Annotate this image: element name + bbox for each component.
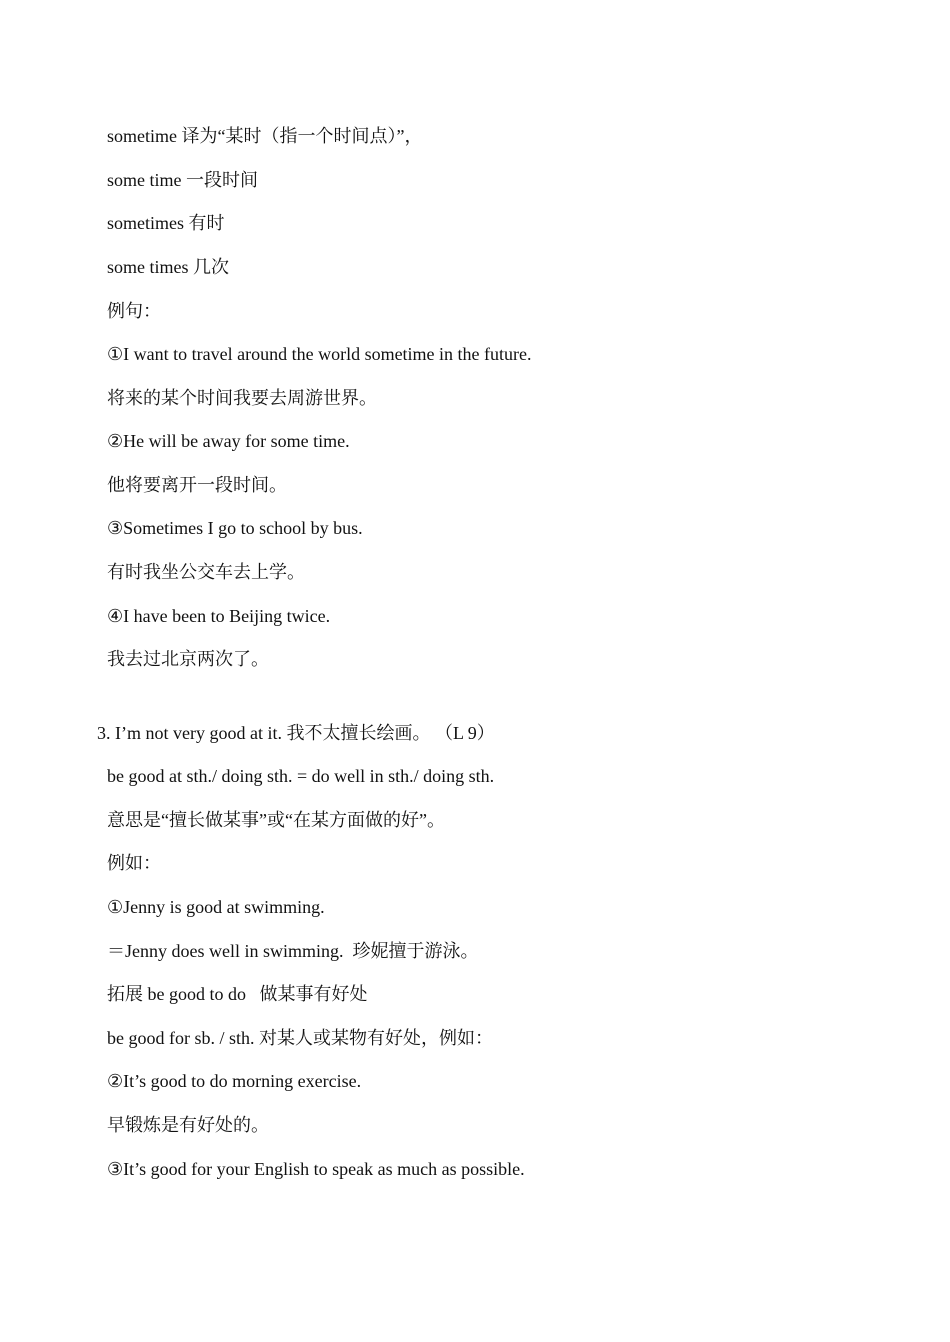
- definition-some-times: some times 几次: [107, 257, 229, 277]
- examples-label: 例如：: [107, 853, 161, 873]
- example-translation-3: 有时我坐公交车去上学。: [107, 562, 305, 582]
- examples-label: 例句：: [107, 301, 161, 321]
- extension-note: 拓展 be good to do 做某事有好处: [107, 984, 368, 1004]
- example-sentence-3: ③It’s good for your English to speak as much as possible.: [107, 1159, 525, 1179]
- definition-some-time: some time 一段时间: [107, 170, 258, 190]
- extension-note-2: be good for sb. / sth. 对某人或某物有好处，例如：: [107, 1028, 493, 1048]
- definition-sometimes: sometimes 有时: [107, 213, 225, 233]
- example-translation-2: 他将要离开一段时间。: [107, 475, 287, 495]
- example-sentence-2: ②He will be away for some time.: [107, 431, 350, 451]
- example-sentence-1: ①I want to travel around the world sometime in the future.: [107, 344, 532, 364]
- example-translation-1: 将来的某个时间我要去周游世界。: [107, 388, 377, 408]
- example-sentence-1-alt: ＝Jenny does well in swimming. 珍妮擅于游泳。: [107, 941, 479, 961]
- example-translation-4: 我去过北京两次了。: [107, 649, 269, 669]
- section-heading: 3. I’m not very good at it. 我不太擅长绘画。 （L 9）: [97, 723, 495, 743]
- phrase-meaning: 意思是“擅长做某事”或“在某方面做的好”。: [107, 810, 445, 830]
- definition-sometime: sometime 译为“某时（指一个时间点）”，: [107, 126, 423, 146]
- example-sentence-2: ②It’s good to do morning exercise.: [107, 1071, 362, 1091]
- example-sentence-3: ③Sometimes I go to school by bus.: [107, 518, 363, 538]
- example-sentence-1: ①Jenny is good at swimming.: [107, 897, 325, 917]
- example-sentence-4: ④I have been to Beijing twice.: [107, 606, 331, 626]
- phrase-formula: be good at sth./ doing sth. = do well in sth./ doing sth.: [107, 766, 495, 786]
- example-translation-2: 早锻炼是有好处的。: [107, 1115, 269, 1135]
